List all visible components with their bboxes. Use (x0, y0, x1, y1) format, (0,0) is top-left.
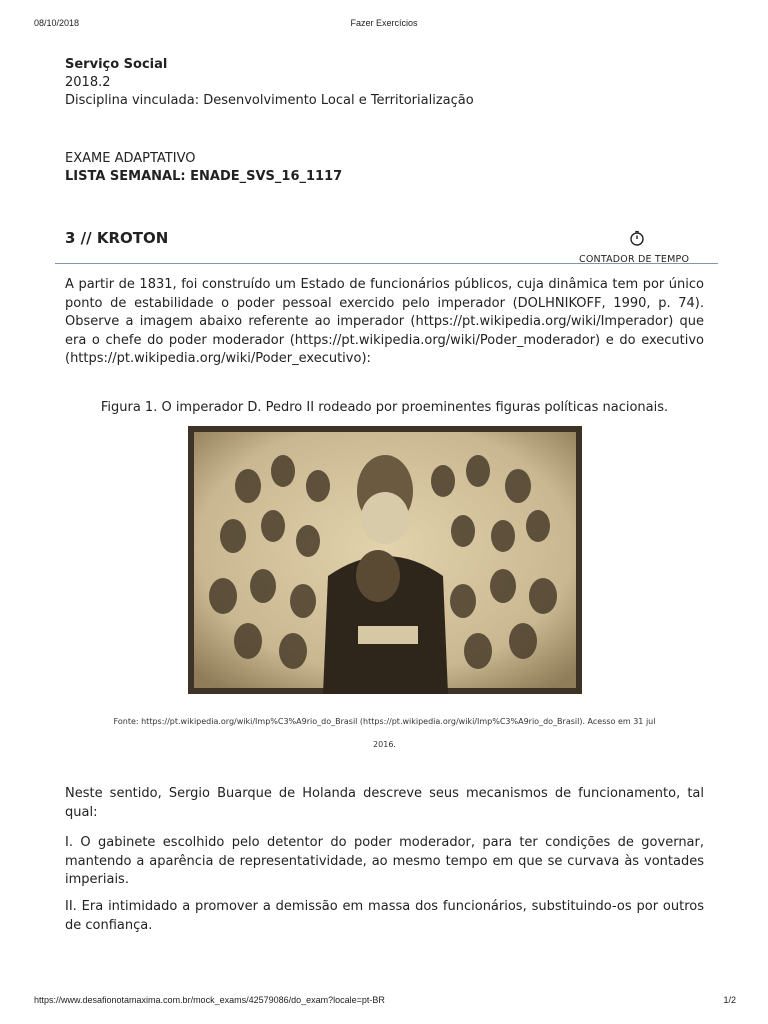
print-date: 08/10/2018 (34, 18, 80, 28)
question-title: 3 // KROTON (65, 229, 169, 247)
page-number: 1/2 (723, 995, 736, 1005)
timer-label: CONTADOR DE TEMPO (579, 254, 690, 265)
course-info (65, 56, 474, 110)
course-discipline: Disciplina vinculada: Desenvolvimento Local e Territorialização (65, 93, 474, 108)
exam-type: EXAME ADAPTATIVO (65, 151, 196, 166)
print-title: Fazer Exercícios (350, 18, 418, 28)
emperor-photo (188, 426, 582, 694)
image-source (65, 710, 704, 756)
source-line-1: Fonte: https://pt.wikipedia.org/wiki/Imp%C3%A9rio_do_Brasil (https://pt.wikipedia.org/wiki/Imp%C3%A9rio_do_Brasil). Acesso em 31 jul (113, 717, 656, 726)
exam-list: LISTA SEMANAL: ENADE_SVS_16_1117 (65, 169, 343, 184)
course-name: Serviço Social (65, 57, 168, 72)
statement-ii: II. Era intimidado a promover a demissão em massa dos funcionários, substituindo-os por outros de confiança. (65, 899, 704, 933)
figure-caption: Figura 1. O imperador D. Pedro II rodeado por proeminentes figuras políticas nacionais. (100, 400, 669, 415)
course-period: 2018.2 (65, 75, 111, 90)
exam-info (65, 150, 342, 186)
paragraph-context: Neste sentido, Sergio Buarque de Holanda descreve seus mecanismos de funcionamento, tal qual: (65, 786, 704, 820)
divider (55, 263, 718, 264)
source-line-2: 2016. (373, 740, 396, 749)
page-url: https://www.desafionotamaxima.com.br/mock_exams/42579086/do_exam?locale=pt-BR (34, 995, 385, 1005)
question-intro: A partir de 1831, foi construído um Estado de funcionários públicos, cuja dinâmica tem por único ponto de estabilidade o poder pessoal exercido pelo imperador (DOLHNIKOFF, 1990, p. 74). Observe a imagem abaixo referente ao imperador (https://pt.wikipedia.org/wiki/Imperador) que era o chefe do poder moderador (https://pt.wikipedia.org/wiki/Poder_moderador) e do executivo (https://pt.wikipedia.org/wiki/Poder_executivo): (65, 277, 704, 366)
statement-i: I. O gabinete escolhido pelo detentor do poder moderador, para ter condições de governar, mantendo a aparência de representatividade, ao mesmo tempo em que se curvava às vontades imperiais. (65, 835, 704, 887)
stopwatch-icon[interactable] (629, 230, 645, 246)
